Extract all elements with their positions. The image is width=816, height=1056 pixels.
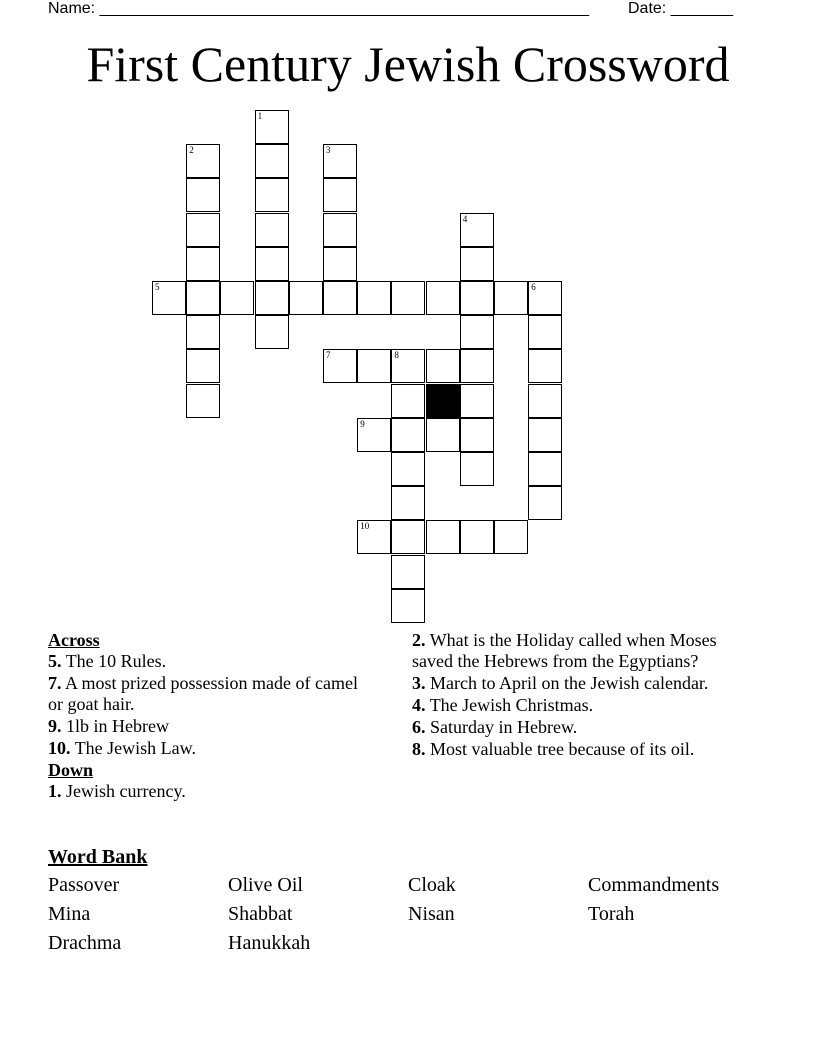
crossword-cell[interactable] (391, 384, 425, 418)
crossword-cell[interactable] (460, 384, 494, 418)
crossword-cell[interactable] (255, 247, 289, 281)
crossword-cell[interactable] (426, 520, 460, 554)
clue-number: 3 (326, 145, 331, 156)
clue-number: 4 (462, 213, 468, 224)
crossword-cell[interactable] (460, 213, 494, 247)
clues-right-column (412, 630, 722, 761)
crossword-cell[interactable] (460, 315, 494, 349)
crossword-cell[interactable] (460, 418, 494, 452)
crossword-cell[interactable] (460, 520, 494, 554)
clue-down-8: 8. Most valuable tree because of its oil. (412, 739, 695, 759)
crossword-cell[interactable] (357, 281, 391, 315)
crossword-cell[interactable] (323, 281, 357, 315)
crossword-cell[interactable] (255, 178, 289, 212)
crossword-cell[interactable] (323, 144, 357, 178)
crossword-cell[interactable] (528, 418, 562, 452)
crossword-cell[interactable] (186, 315, 220, 349)
clue-number: 7 (326, 350, 331, 361)
crossword-cell[interactable] (255, 213, 289, 247)
crossword-cell[interactable] (391, 418, 425, 452)
crossword-cell[interactable] (255, 144, 289, 178)
crossword-cell[interactable] (494, 281, 528, 315)
crossword-cell[interactable] (357, 349, 391, 383)
crossword-cell[interactable] (391, 281, 425, 315)
crossword-cell[interactable] (528, 384, 562, 418)
word-bank-item: Hanukkah (228, 932, 311, 954)
down-heading: Down (48, 760, 94, 780)
crossword-cell[interactable] (391, 452, 425, 486)
clue-number: 8 (394, 350, 399, 361)
crossword-cell[interactable] (186, 247, 220, 281)
crossword-cell[interactable] (323, 213, 357, 247)
crossword-cell[interactable] (255, 315, 289, 349)
crossword-cell[interactable] (391, 349, 425, 383)
clue-across-5: 5. The 10 Rules. (48, 651, 167, 671)
crossword-cell[interactable] (528, 315, 562, 349)
clue-number: 9 (360, 418, 365, 429)
crossword-cell[interactable] (186, 349, 220, 383)
clue-down-4: 4. The Jewish Christmas. (412, 695, 594, 715)
crossword-cell[interactable] (255, 281, 289, 315)
crossword-cell[interactable] (323, 178, 357, 212)
crossword-cell[interactable] (426, 281, 460, 315)
clue-across-10: 10. The Jewish Law. (48, 738, 196, 758)
clue-number: 2 (189, 145, 194, 156)
crossword-cell[interactable] (494, 520, 528, 554)
word-bank (48, 874, 768, 954)
crossword-cell[interactable] (186, 281, 220, 315)
crossword-cell[interactable] (426, 349, 460, 383)
clue-across-9: 9. 1lb in Hebrew (48, 716, 169, 736)
crossword-cell[interactable] (186, 178, 220, 212)
crossword-cell[interactable] (220, 281, 254, 315)
crossword-cell[interactable] (186, 213, 220, 247)
clue-number: 10 (360, 521, 370, 532)
crossword-cell[interactable] (152, 281, 186, 315)
crossword-cell[interactable] (528, 349, 562, 383)
crossword-cell[interactable] (289, 281, 323, 315)
crossword-cell[interactable] (460, 247, 494, 281)
clue-down-1: 1. Jewish currency. (48, 781, 186, 801)
word-bank-item: Shabbat (228, 903, 293, 925)
crossword-cell[interactable] (460, 281, 494, 315)
word-bank-item: Cloak (408, 874, 456, 896)
crossword-cell[interactable] (391, 555, 425, 589)
crossword-cell[interactable] (255, 110, 289, 144)
clue-down-2: 2. What is the Holiday called when Moses saved the Hebrews from the Egyptians? (412, 630, 717, 671)
crossword-cell[interactable] (186, 144, 220, 178)
clues-left-column (48, 630, 368, 803)
crossword-cell[interactable] (391, 486, 425, 520)
word-bank-item: Commandments (588, 874, 720, 896)
word-bank-item: Olive Oil (228, 874, 303, 896)
date-field[interactable]: Date: _______ (628, 0, 733, 17)
word-bank-item: Nisan (408, 903, 455, 925)
page-title: First Century Jewish Crossword (86, 36, 730, 92)
clue-down-6: 6. Saturday in Hebrew. (412, 717, 578, 737)
crossword-cell[interactable] (528, 452, 562, 486)
crossword-black-cell (426, 384, 460, 418)
word-bank-item: Passover (48, 874, 120, 896)
crossword-cell[interactable] (323, 349, 357, 383)
crossword-cell[interactable] (528, 486, 562, 520)
crossword-cell[interactable] (460, 452, 494, 486)
clue-number: 5 (155, 282, 160, 292)
crossword-cell[interactable] (391, 520, 425, 554)
crossword-cell[interactable] (426, 418, 460, 452)
crossword-cell[interactable] (186, 384, 220, 418)
word-bank-item: Mina (48, 903, 91, 925)
crossword-cell[interactable] (528, 281, 562, 315)
word-bank-item: Torah (588, 903, 635, 925)
word-bank-title: Word Bank (48, 846, 148, 868)
crossword-cell[interactable] (357, 520, 391, 554)
across-heading: Across (48, 630, 100, 650)
crossword-cell[interactable] (357, 418, 391, 452)
clue-number: 6 (531, 282, 536, 292)
clue-number: 1 (257, 111, 263, 121)
clue-across-7: 7. A most prized possession made of camel or goat hair. (48, 673, 358, 714)
crossword-cell[interactable] (460, 349, 494, 383)
word-bank-item: Drachma (48, 932, 122, 954)
name-field[interactable]: Name: _______________________________________________________ (48, 0, 589, 17)
clue-down-3: 3. March to April on the Jewish calendar. (412, 673, 709, 693)
crossword-cell[interactable] (323, 247, 357, 281)
crossword-cell[interactable] (391, 589, 425, 623)
